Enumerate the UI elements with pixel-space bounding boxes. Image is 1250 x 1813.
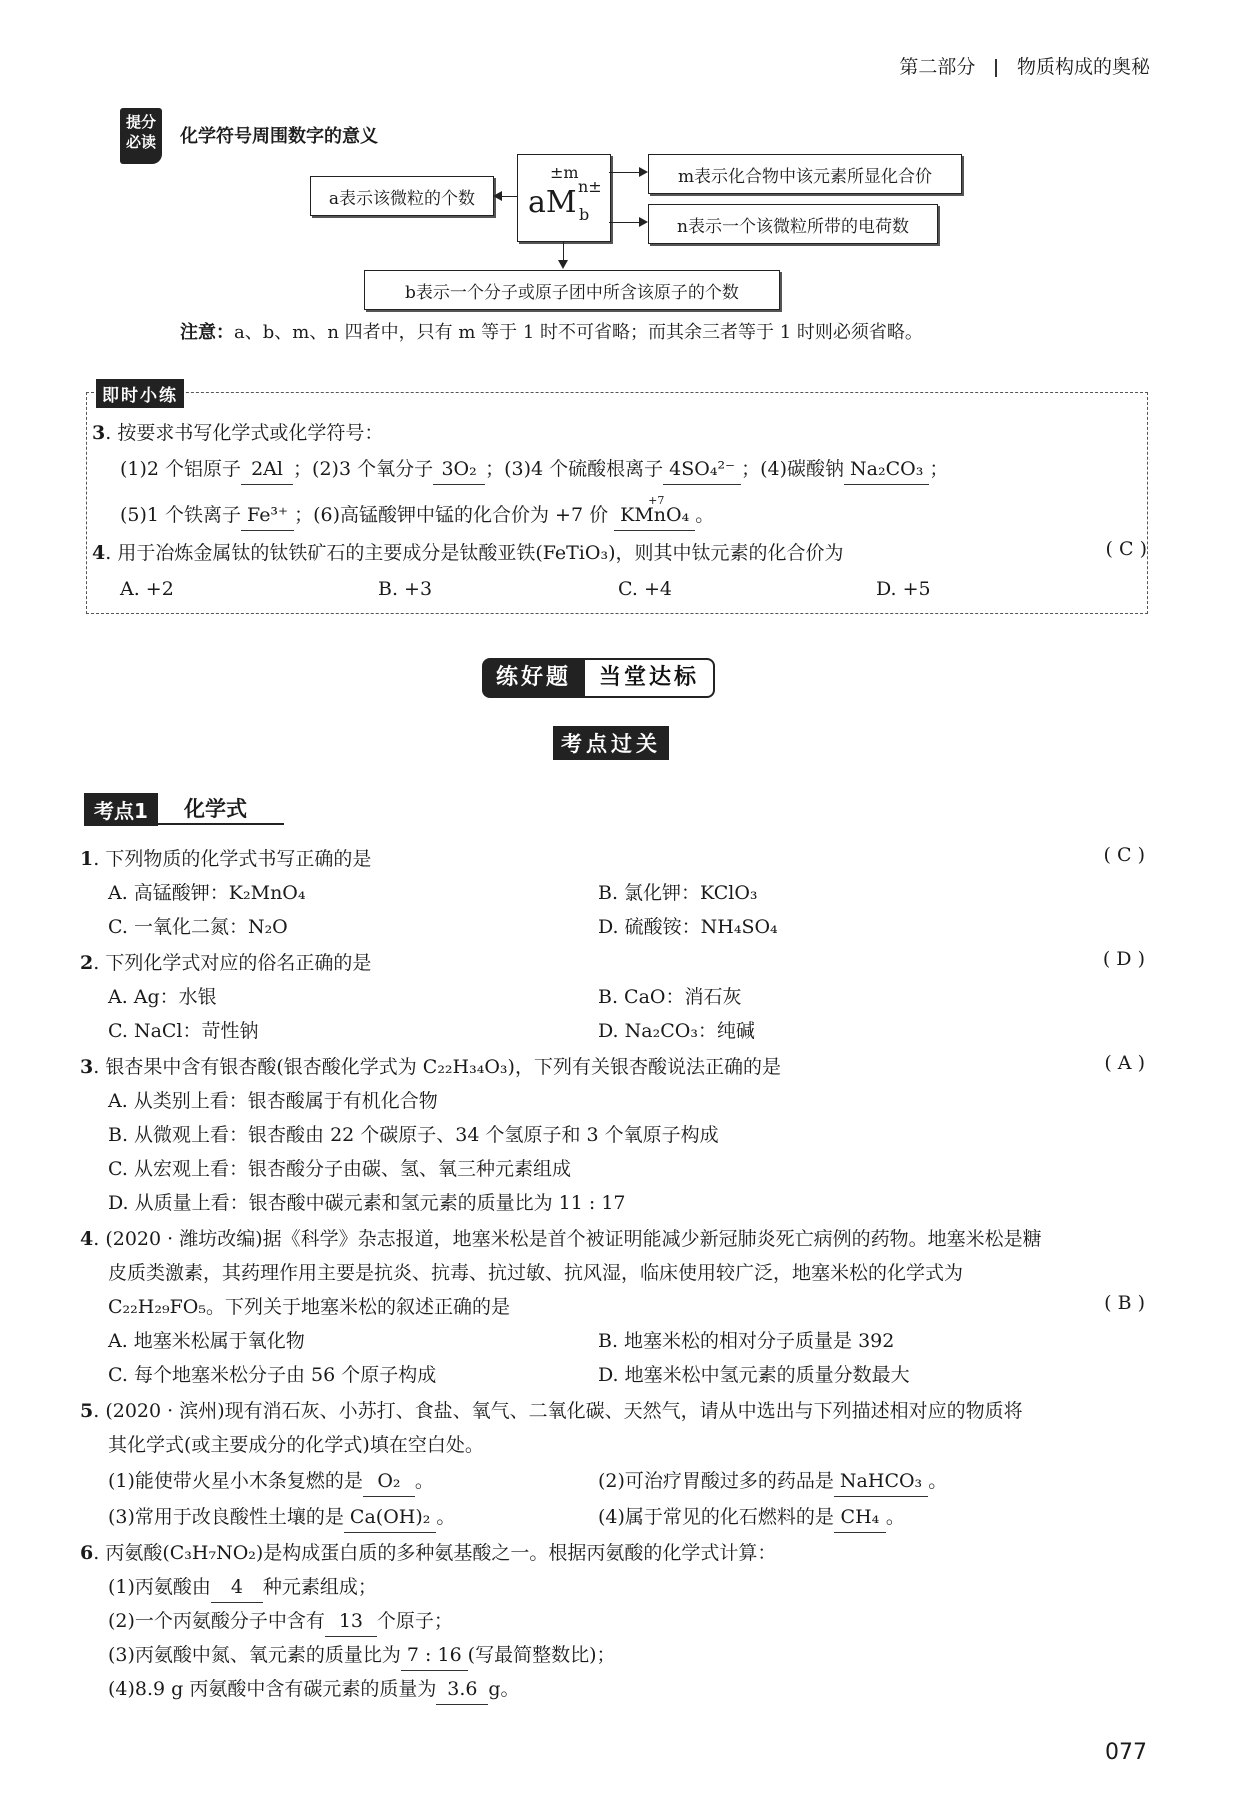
q4-line2: 皮质类激素，其药理作用主要是抗炎、抗毒、抗过敏、抗风湿，临床使用较广泛，地塞米松的化学式为 [108, 1262, 964, 1284]
q4-option-a: A. 地塞米松属于氧化物 [108, 1330, 305, 1352]
q5-item3: (3)常用于改良酸性土壤的是 Ca(OH)₂ 。 [108, 1502, 455, 1533]
practice-q4-option-d: D. +5 [876, 578, 931, 600]
q5-item1: (1)能使带火星小木条复燃的是 O₂ 。 [108, 1466, 434, 1497]
q3-answer: ( A ) [1104, 1052, 1145, 1074]
q3-option-d: D. 从质量上看：银杏酸中碳元素和氢元素的质量比为 11 : 17 [108, 1192, 626, 1214]
q6-answer-2: 13 [325, 1606, 377, 1637]
header-part: 第二部分 [899, 56, 976, 78]
page-header [899, 52, 1150, 79]
tip-badge-line1: 提分 [125, 113, 156, 131]
practice-q4-option-b: B. +3 [378, 578, 433, 600]
arrow-to-right-1 [609, 172, 639, 173]
q4-option-d: D. 地塞米松中氢元素的质量分数最大 [598, 1364, 910, 1386]
answer-4so4: 4SO₄²⁻ [663, 454, 741, 485]
q4-line3: C₂₂H₂₉FO₅。下列关于地塞米松的叙述正确的是 [108, 1296, 510, 1318]
q5-line1: 5. (2020 · 滨州)现有消石灰、小苏打、食盐、氧气、二氧化碳、天然气，请从中选出与下列描述相对应的物质将 [80, 1400, 1023, 1422]
header-divider [995, 59, 997, 77]
q6-answer-3: 7 : 16 [401, 1640, 468, 1671]
page-number: 077 [1105, 1740, 1147, 1765]
center-sup-left: ±m [550, 163, 579, 182]
center-sub: b [579, 205, 590, 224]
note-label: 注意： [180, 322, 234, 343]
q4-line1: 4. (2020 · 潍坊改编)据《科学》杂志报道，地塞米松是首个被证明能减少新冠肺炎死亡病例的药物。地塞米松是糖 [80, 1228, 1042, 1250]
kaodian-title: 化学式 [184, 797, 247, 821]
q2-option-d: D. Na₂CO₃：纯碱 [598, 1020, 755, 1042]
q3-option-a: A. 从类别上看：银杏酸属于有机化合物 [108, 1090, 438, 1112]
sub-banner: 考点过关 [553, 726, 669, 760]
q6-answer-1: 4 [211, 1572, 263, 1603]
q2-answer: ( D ) [1102, 948, 1145, 970]
q5-item2: (2)可治疗胃酸过多的药品是 NaHCO₃ 。 [598, 1466, 947, 1497]
header-title: 物质构成的奥秘 [1016, 56, 1150, 78]
q2-option-a: A. Ag：水银 [108, 986, 217, 1008]
answer-fe3: Fe³⁺ [241, 500, 294, 531]
diagram-bottom-box: b表示一个分子或原子团中所含该原子的个数 [364, 270, 780, 310]
diagram-center-box [517, 154, 611, 242]
arrow-down-head [558, 260, 568, 269]
q4-option-b: B. 地塞米松的相对分子质量是 392 [598, 1330, 895, 1352]
q6-answer-4: 3.6 [436, 1674, 488, 1705]
tip-title: 化学符号周围数字的意义 [180, 126, 378, 147]
q1-answer: ( C ) [1103, 844, 1145, 866]
arrow-right-1-head [639, 167, 648, 177]
answer-2al: 2Al [241, 454, 293, 485]
diagram-left-box: a表示该微粒的个数 [310, 176, 494, 216]
kaodian-underline [84, 823, 284, 825]
q2-option-b: B. CaO：消石灰 [598, 986, 742, 1008]
tip-badge-line2: 必读 [125, 133, 156, 151]
q1-stem: 1. 下列物质的化学式书写正确的是 [80, 848, 372, 870]
tip-badge [120, 108, 162, 164]
q5-item4: (4)属于常见的化石燃料的是 CH₄ 。 [598, 1502, 905, 1533]
q5-answer-4: CH₄ [834, 1502, 886, 1533]
tip-note [180, 318, 923, 348]
arrow-right-2-head [639, 217, 648, 227]
arrow-to-left [500, 196, 517, 197]
q1-option-c: C. 一氧化二氮：N₂O [108, 916, 288, 938]
q6-stem: 6. 丙氨酸(C₃H₇NO₂)是构成蛋白质的多种氨基酸之一。根据丙氨酸的化学式计算： [80, 1542, 777, 1564]
answer-na2co3: Na₂CO₃ [844, 454, 929, 485]
q3-option-c: C. 从宏观上看：银杏酸分子由碳、氢、氧三种元素组成 [108, 1158, 571, 1180]
practice-q3-line1: (1)2 个铝原子 2Al ；(2)3 个氧分子 3O₂ ；(3)4 个硫酸根离子 4SO₄²⁻ ；(4)碳酸钠 Na₂CO₃ ； [120, 454, 948, 485]
practice-q3-stem: 3. 按要求书写化学式或化学符号： [92, 422, 384, 444]
practice-q3-num: 3 [92, 422, 106, 444]
q4-option-c: C. 每个地塞米松分子由 56 个原子构成 [108, 1364, 437, 1386]
diagram-right-box-1: m表示化合物中该元素所显化合价 [648, 154, 962, 194]
q4-answer: ( B ) [1104, 1292, 1145, 1314]
answer-3o2: 3O₂ [433, 454, 485, 485]
arrow-down [563, 241, 564, 261]
q1-option-d: D. 硫酸铵：NH₄SO₄ [598, 916, 778, 938]
note-text: a、b、m、n 四者中，只有 m 等于 1 时不可省略；而其余三者等于 1 时则必须省略。 [234, 322, 923, 343]
banner-left: 练好题 [482, 658, 585, 698]
section-banner [482, 658, 715, 698]
practice-q4-answer: ( C ) [1105, 538, 1147, 560]
practice-q3-line2: (5)1 个铁离子 Fe³⁺ ；(6)高锰酸钾中锰的化合价为 +7 价 +7 KMnO₄ 。 [120, 500, 714, 531]
q6-item3: (3)丙氨酸中氮、氧元素的质量比为 7 : 16 (写最简整数比)； [108, 1640, 616, 1671]
q2-stem: 2. 下列化学式对应的俗名正确的是 [80, 952, 372, 974]
q6-item2: (2)一个丙氨酸分子中含有 13 个原子； [108, 1606, 453, 1637]
q5-answer-1: O₂ [363, 1466, 415, 1497]
q5-answer-3: Ca(OH)₂ [344, 1502, 436, 1533]
center-sup-right: n± [578, 177, 602, 196]
banner-right: 当堂达标 [585, 658, 715, 698]
answer-kmno4: KMnO₄ [614, 500, 695, 531]
kaodian-label: 考点1 [84, 793, 158, 826]
q6-item1: (1)丙氨酸由 4 种元素组成； [108, 1572, 377, 1603]
practice-q4-option-a: A. +2 [120, 578, 174, 600]
q2-option-c: C. NaCl：苛性钠 [108, 1020, 259, 1042]
diagram-right-box-2: n表示一个该微粒所带的电荷数 [648, 204, 938, 244]
center-main: aM [528, 185, 577, 220]
q1-option-b: B. 氯化钾：KClO₃ [598, 882, 758, 904]
practice-q4-option-c: C. +4 [618, 578, 672, 600]
practice-q4-stem: 4. 用于冶炼金属钛的钛铁矿石的主要成分是钛酸亚铁(FeTiO₃)，则其中钛元素的化合价为 [92, 542, 844, 564]
q5-answer-2: NaHCO₃ [834, 1466, 928, 1497]
arrow-left-head [493, 191, 502, 201]
q6-item4: (4)8.9 g 丙氨酸中含有碳元素的质量为 3.6 g。 [108, 1674, 520, 1705]
q3-option-b: B. 从微观上看：银杏酸由 22 个碳原子、34 个氢原子和 3 个氧原子构成 [108, 1124, 719, 1146]
answer-kmno4-valence: +7 [648, 494, 665, 507]
practice-title: 即时小练 [96, 379, 184, 408]
arrow-to-right-2 [609, 222, 639, 223]
q1-option-a: A. 高锰酸钾：K₂MnO₄ [108, 882, 306, 904]
q3-stem: 3. 银杏果中含有银杏酸(银杏酸化学式为 C₂₂H₃₄O₃)，下列有关银杏酸说法正确的是 [80, 1056, 781, 1078]
q5-line2: 其化学式(或主要成分的化学式)填在空白处。 [108, 1434, 484, 1456]
